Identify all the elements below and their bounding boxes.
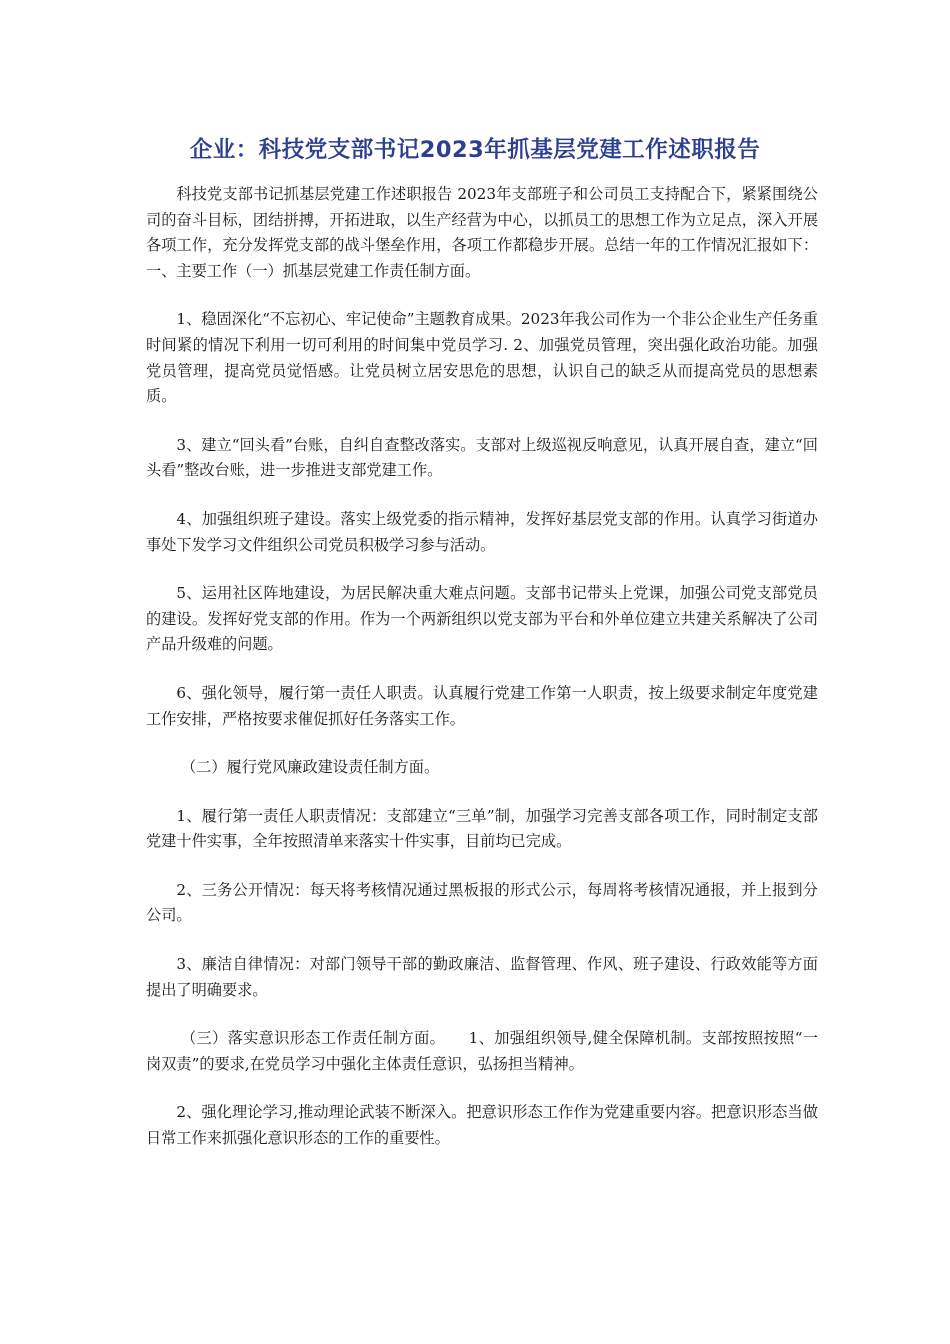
document-body <box>146 182 818 1175</box>
paragraph-section2-item-1: 1、履行第一责任人职责情况：支部建立“三单”制，加强学习完善支部各项工作，同时制定支部党建十件实事，全年按照清单来落实十件实事，目前均已完成。 <box>146 806 818 851</box>
paragraph-section2-item-2: 2、三务公开情况：每天将考核情况通过黑板报的形式公示，每周将考核情况通报，并上报到分公司。 <box>146 880 818 925</box>
paragraph-item-1: 1、稳固深化“不忘初心、牢记使命”主题教育成果。2023年我公司作为一个非公企业生产任务重时间紧的情况下利用一切可利用的时间集中党员学习. 2、加强党员管理，突出强化政治功能。加强党员管理，提高党员觉悟感。让党员树立居安思危的思想，认识自己的缺乏从而提高党员的思想素质。 <box>146 310 818 406</box>
section-heading-3: （三）落实意识形态工作责任制方面。 1、加强组织领导,健全保障机制。支部按照按照“一岗双责”的要求,在党员学习中强化主体责任意识，弘扬担当精神。 <box>146 1029 818 1073</box>
paragraph-intro: 科技党支部书记抓基层党建工作述职报告 2023年支部班子和公司员工支持配合下，紧紧围绕公司的奋斗目标，团结拼搏，开拓进取，以生产经营为中心，以抓员工的思想工作为立足点，深入开展各项工作，充分发挥党支部的战斗堡垒作用，各项工作都稳步开展。总结一年的工作情况汇报如下：一、主要工作（一）抓基层党建工作责任制方面。 <box>146 185 818 280</box>
paragraph-section3-item-2: 2、强化理论学习,推动理论武装不断深入。把意识形态工作作为党建重要内容。把意识形态当做日常工作来抓强化意识形态的工作的重要性。 <box>146 1103 818 1148</box>
paragraph-item-4: 4、加强组织班子建设。落实上级党委的指示精神，发挥好基层党支部的作用。认真学习街道办事处下发学习文件组织公司党员积极学习参与活动。 <box>146 509 818 554</box>
paragraph-section2-item-3: 3、廉洁自律情况：对部门领导干部的勤政廉洁、监督管理、作风、班子建设、行政效能等方面提出了明确要求。 <box>146 955 818 999</box>
section-heading-2: （二）履行党风廉政建设责任制方面。 <box>180 758 440 777</box>
paragraph-item-6: 6、强化领导，履行第一责任人职责。认真履行党建工作第一人职责，按上级要求制定年度党建工作安排，严格按要求催促抓好任务落实工作。 <box>146 683 818 728</box>
paragraph-item-3: 3、建立“回头看”台账，自纠自查整改落实。支部对上级巡视反响意见，认真开展自查，建立“回头看”整改台账，进一步推进支部党建工作。 <box>146 435 818 480</box>
document-title: 企业：科技党支部书记2023年抓基层党建工作述职报告 <box>189 137 761 163</box>
paragraph-item-5: 5、运用社区阵地建设，为居民解决重大难点问题。支部书记带头上党课，加强公司党支部党员的建设。发挥好党支部的作用。作为一个两新组织以党支部为平台和外单位建立共建关系解决了公司产品升级难的问题。 <box>146 584 818 654</box>
